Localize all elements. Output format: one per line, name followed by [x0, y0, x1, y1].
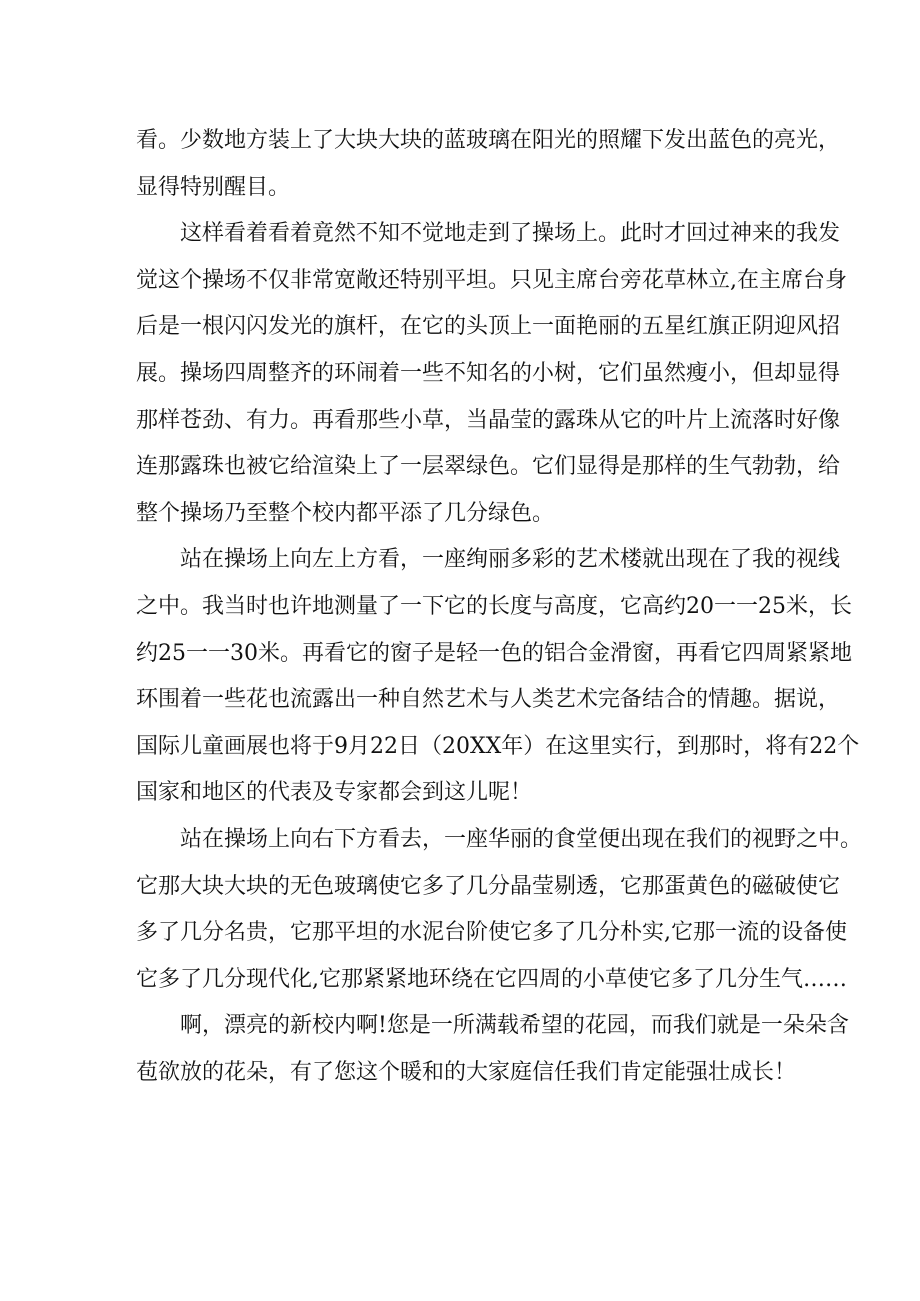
text-line: 环围着一些花也流露出一种自然艺术与人类艺术完备结合的情趣。据说，	[136, 687, 841, 713]
text-line: 连那露珠也被它给渲染上了一层翠绿色。它们显得是那样的生气勃勃，给	[136, 454, 841, 480]
text-line: 觉这个操场不仅非常宽敞还特别平坦。只见主席台旁花草林立,在主席台身	[136, 267, 847, 293]
paragraph-3	[136, 537, 860, 817]
text-line: 那样苍劲、有力。再看那些小草，当晶莹的露珠从它的叶片上流落时好像	[136, 407, 841, 433]
paragraph-1	[136, 118, 841, 211]
text-line: 显得特别醒目。	[136, 174, 291, 200]
text-line: 看。少数地方装上了大块大块的蓝玻璃在阳光的照耀下发出蓝色的亮光，	[136, 128, 841, 153]
text-line: 展。操场四周整齐的环闹着一些不知名的小树，它们虽然瘦小，但却显得	[136, 360, 841, 386]
text-line: 整个操场乃至整个校内都平添了几分绿色。	[136, 500, 555, 526]
text-line: 后是一根闪闪发光的旗杆，在它的头顶上一面艳丽的五星红旗正阴迎风招	[136, 314, 841, 340]
paragraph-4	[136, 817, 863, 1003]
text-line: 国家和地区的代表及专家都会到这儿呢！	[136, 780, 533, 806]
paragraph-5	[136, 1003, 849, 1096]
text-line: 国际儿童画展也将于9月22日（20XX年）在这里实行，到那时，将有22个	[136, 733, 860, 759]
text-line: 多了几分名贵，它那平坦的水泥台阶使它多了几分朴实,它那一流的设备使	[136, 920, 847, 946]
text-line: 它那大块大块的无色玻璃使它多了几分晶莹剔透，它那蛋黄色的磁破使它	[136, 873, 841, 899]
text-line: 站在操场上向右下方看去，一座华丽的食堂便出现在我们的视野之中。	[180, 826, 863, 852]
text-line: 苞欲放的花朵，有了您这个暖和的大家庭信任我们肯定能强壮成长！	[136, 1059, 797, 1085]
paragraph-2	[136, 211, 847, 537]
text-line: 这样看着看着竟然不知不觉地走到了操场上。此时才回过神来的我发	[180, 221, 841, 247]
text-line: 站在操场上向左上方看，一座绚丽多彩的艺术楼就出现在了我的视线	[180, 547, 841, 573]
text-line: 约25一一30米。再看它的窗子是轻一色的铝合金滑窗，再看它四周紧紧地	[136, 640, 852, 666]
text-line: 之中。我当时也许地测量了一下它的长度与高度，它高约20一一25米，长	[136, 593, 852, 619]
text-line: 啊，漂亮的新校内啊!您是一所满载希望的花园，而我们就是一朵朵含	[180, 1013, 849, 1039]
text-line: 它多了几分现代化,它那紧紧地环绕在它四周的小草使它多了几分生气……	[136, 966, 847, 992]
